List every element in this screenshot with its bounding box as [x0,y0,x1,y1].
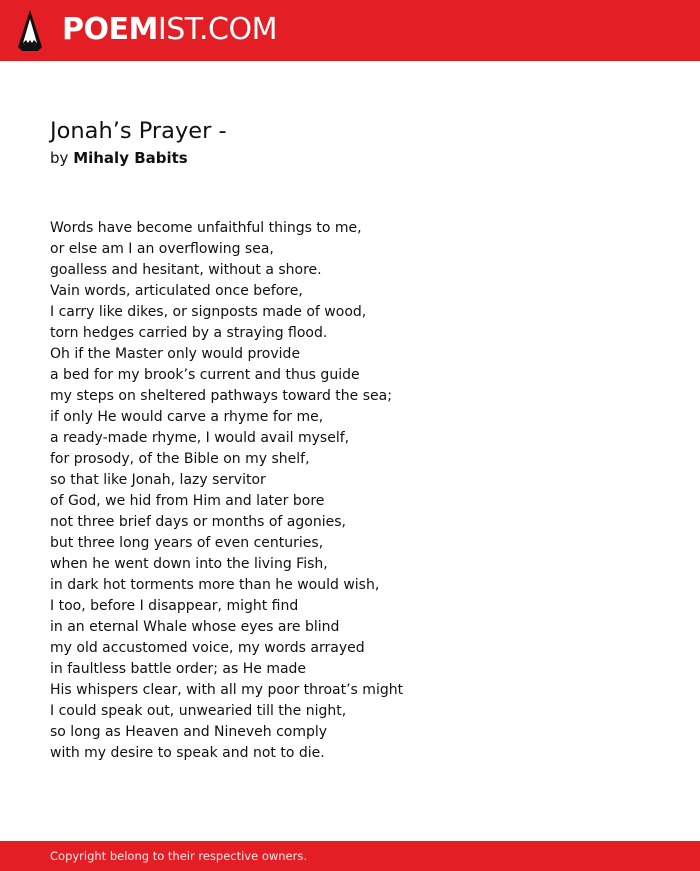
poem-line: in dark hot torments more than he would wish, [50,577,380,593]
poem-line: my steps on sheltered pathways toward the sea; [50,388,392,404]
byline [50,148,188,169]
poem-line: I carry like dikes, or signposts made of wood, [50,304,367,320]
poem-line: but three long years of even centuries, [50,535,324,551]
poem-line: I could speak out, unwearied till the night, [50,703,347,719]
poem-body [50,218,403,764]
site-logo[interactable] [62,12,277,48]
poem-line: Oh if the Master only would provide [50,346,301,362]
poem-line: my old accustomed voice, my words arrayed [50,640,365,656]
poem-line: in an eternal Whale whose eyes are blind [50,619,340,635]
poem-line: for prosody, of the Bible on my shelf, [50,451,310,467]
poem-line: of God, we hid from Him and later bore [50,493,325,509]
poem-line: not three brief days or months of agonies, [50,514,346,530]
poem-line: Vain words, articulated once before, [50,283,303,299]
poem-line: so long as Heaven and Nineveh comply [50,724,328,740]
logo-bold-part: POEM [62,12,158,47]
poem-line: so that like Jonah, lazy servitor [50,472,266,488]
logo-light-part: IST.COM [157,12,277,47]
poem-line: with my desire to speak and not to die. [50,745,325,761]
poem-line: torn hedges carried by a straying flood. [50,325,328,341]
poem-line: I too, before I disappear, might find [50,598,299,614]
poem-line: Words have become unfaithful things to me, [50,220,362,236]
poem-line: a ready-made rhyme, I would avail myself, [50,430,350,446]
site-footer [0,841,700,871]
poem-line: or else am I an overflowing sea, [50,241,274,257]
copyright-notice: Copyright belong to their respective owners. [50,849,308,863]
author-name: Mihaly Babits [73,149,188,167]
pencil-icon[interactable] [18,10,42,51]
poem-line: His whispers clear, with all my poor throat’s might [50,682,404,698]
poem-line: if only He would carve a rhyme for me, [50,409,324,425]
poem-line: when he went down into the living Fish, [50,556,328,572]
by-prefix: by [50,149,69,167]
poem-line: goalless and hesitant, without a shore. [50,262,322,278]
poem-line: a bed for my brook’s current and thus guide [50,367,360,383]
poem-line: in faultless battle order; as He made [50,661,307,677]
poem-title: Jonah’s Prayer - [50,118,227,144]
site-header [0,0,700,61]
